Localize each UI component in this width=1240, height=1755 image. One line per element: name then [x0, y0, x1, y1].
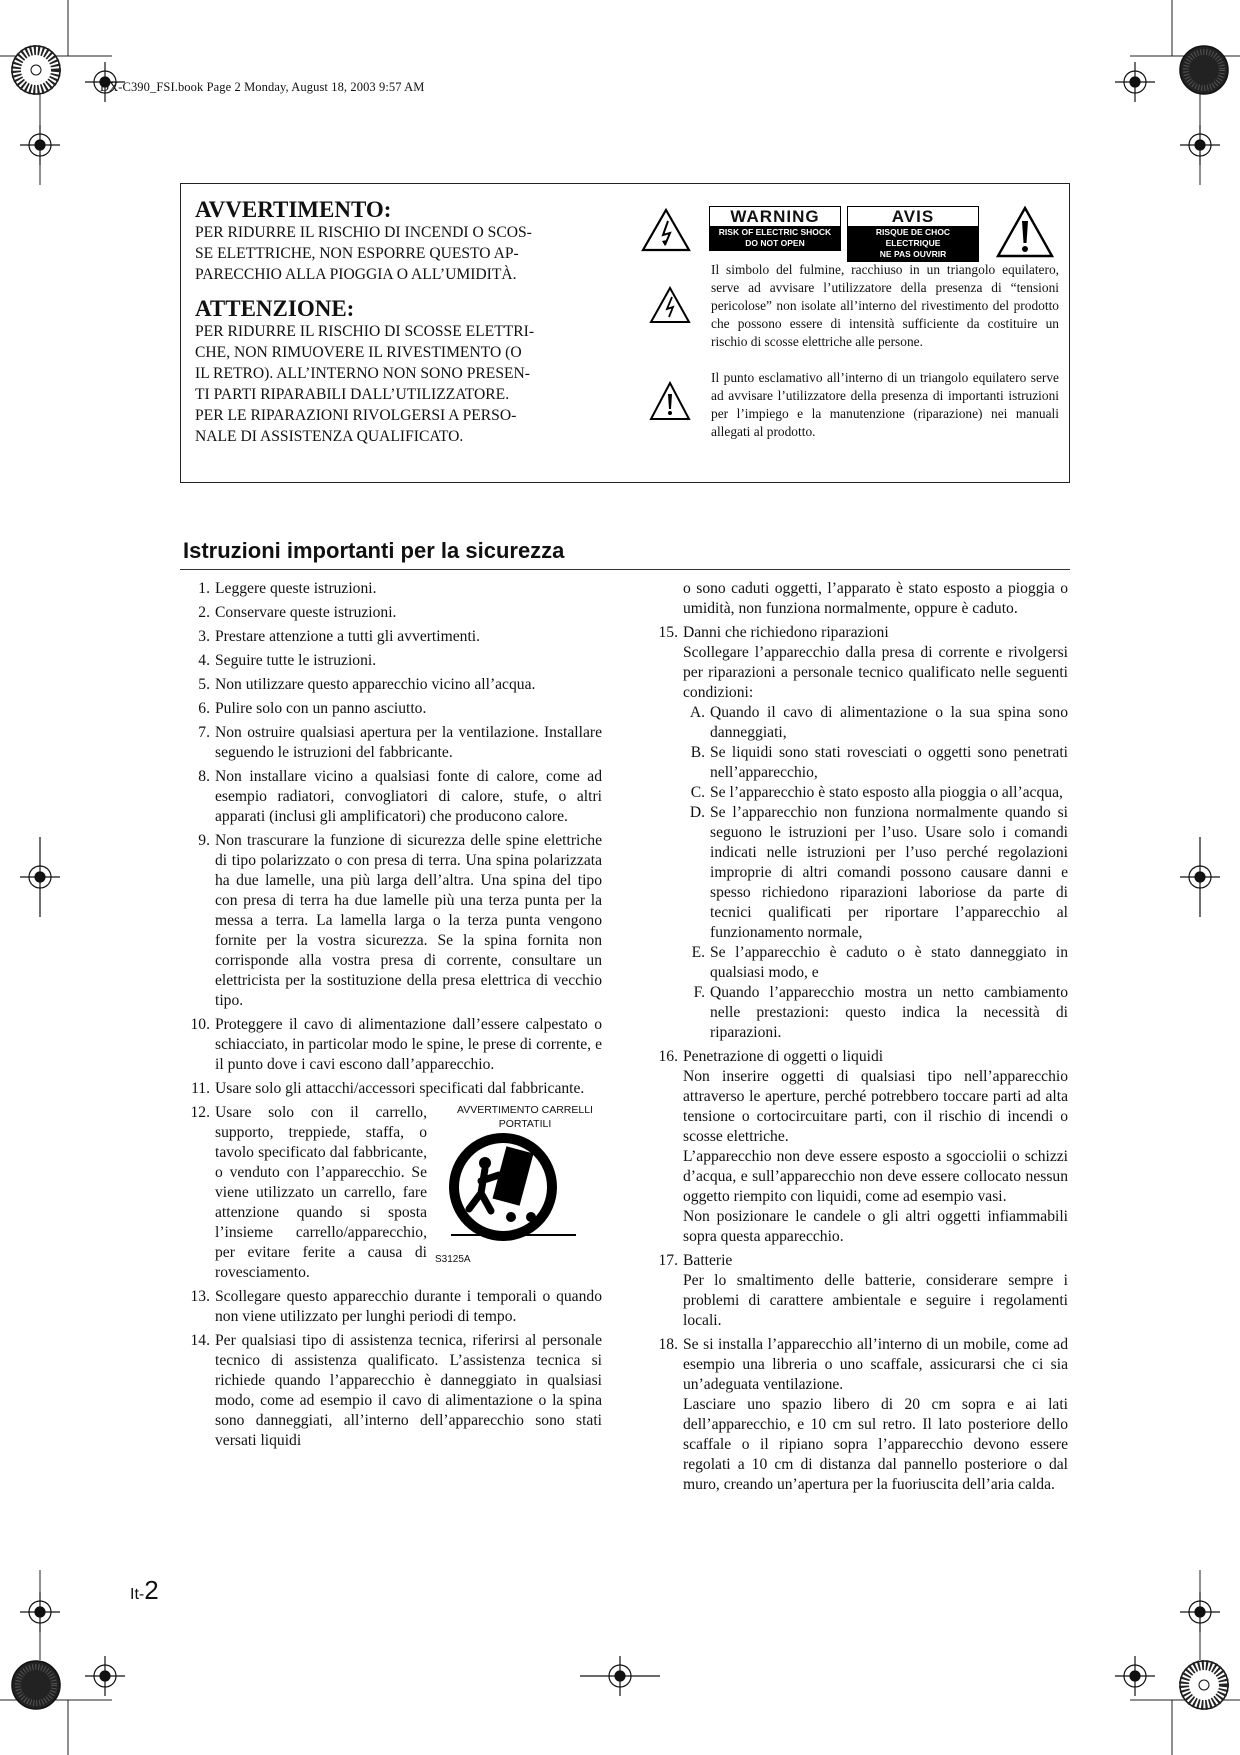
list-item: 4. Seguire tutte le istruzioni. [198, 652, 377, 669]
warning-label: WARNING RISK OF ELECTRIC SHOCK DO NOT OPEN [709, 206, 841, 251]
left-column [180, 579, 602, 1455]
right-column [648, 579, 1068, 1499]
sub-item: D. Se l’apparecchio non funziona normalmente quando si seguono le istruzioni per l’uso. Usare solo i comandi indicati nelle istruzioni per l’uso perché regolazioni improprie di altri comandi possono causare danni e spesso richiedono riparazioni laboriose da parte di tecnici qualificati per riportare l’apparecchio al funzionamento normale, [689, 804, 1068, 941]
attenzione-text: PER RIDURRE IL RISCHIO DI SCOSSE ELETTRI- CHE, NON RIMUOVERE IL RIVESTIMENTO (O IL RETRO). ALL’INTERNO NON SONO PRESEN- TI PARTI RIPARABILI DALL’UTILIZZATORE. PER LE RIPARAZIONI RIVOLGERSI A PERSO- NALE DI ASSISTENZA QUALIFICATO. [195, 323, 535, 445]
list-item: 15. Danni che richiedono riparazioni Scollegare l’apparecchio dalla presa di corrente e rivolgersi per riparazioni a personale tecnico qualificato nelle seguenti condizioni: A. Quando il cavo di alimentazione o la sua spina sono danneggiati, B. Se liquidi sono stati rovesciati o oggetti sono penetrati nell’apparecchio, C. Se l’apparecchio è stato esposto alla pioggia o all’acqua, D. Se l’apparecchio non funziona normalmente quando si seguono le istruzioni per l’uso. Usare solo i comandi indicati nelle istruzioni per l’uso perché regolazioni improprie di altri comandi possono causare danni e spesso richiedono riparazioni laboriose da parte di tecnici qualificati per riportare l’apparecchio al funzionamento normale, E. Se l’apparecchio è caduto o è stato danneggiato in qualsiasi modo, e F. Quando l’apparecchio mostra un netto cambiamento nelle prestazioni: questo indica la necessità di riparazioni. [658, 624, 1068, 1041]
list-item: 9. Non trascurare la funzione di sicurezza delle spine elettriche di tipo polarizzato o con presa di terra. Una spina polarizzata ha due lamelle, una più larga dell’altra. Una spina del tipo con presa di terra ha due lamelle più una terza punta per la messa a terra. La lamella larga o la terza punta vengono fornite per la vostra sicurezza. Se la spina fornita non corrisponde alla vostra presa di corrente, consultare un elettricista per la sostituzione della presa elettrica di vecchio tipo. [198, 832, 602, 1009]
list-item: 18. Se si installa l’apparecchio all’interno di un mobile, come ad esempio una libreria o uno scaffale, assicurarsi che ci sia un’adeguata ventilazione. Lasciare uno spazio libero di 20 cm sopra e ai lati dell’apparecchio, e 10 cm sul retro. Il lato posteriore dello scaffale o il ripiano sopra l’apparecchio devono essere regolati a 10 cm di distanza dal pannello posteriore o dal muro, creando un’apertura per la fuoriuscita dell’aria calda. [658, 1336, 1068, 1493]
list-item: 10. Proteggere il cavo di alimentazione dall’essere calpestato o schiacciato, in particolar modo le spine, le prese di corrente, e il punto dove i cavi escono dall’apparecchio. [190, 1016, 602, 1073]
list-item: 17. Batterie Per lo smaltimento delle batterie, considerare sempre i problemi di carattere ambientale e seguire i regolamenti locali. [658, 1252, 1068, 1329]
warning-left-column [195, 198, 605, 459]
exclamation-triangle-small-icon [649, 381, 691, 421]
list-item: 5. Non utilizzare questo apparecchio vicino all’acqua. [198, 676, 536, 693]
avvertimento-text: PER RIDURRE IL RISCHIO DI INCENDI O SCOS- SE ELETTRICHE, NON ESPORRE QUESTO AP- PARECCHIO ALLA PIOGGIA O ALL’UMIDITÀ. [195, 224, 532, 283]
lightning-triangle-icon [641, 208, 691, 252]
list-item: 7. Non ostruire qualsiasi apertura per la ventilazione. Installare seguendo le istruzioni del fabbricante. [198, 724, 602, 761]
avvertimento-heading: AVVERTIMENTO: [195, 197, 392, 222]
cart-warning-figure: AVVERTIMENTO CARRELLI PORTATILI S3125A [435, 1104, 593, 1265]
exclamation-triangle-icon [996, 206, 1054, 258]
exclamation-description: Il punto esclamativo all’interno di un triangolo equilatero serve ad avvisare l’utilizzatore della presenza di importanti istruzioni per l’impiego e la manutenzione (riparazione) nei manuali allegati al prodotto. [711, 370, 1059, 439]
page-number: It-2 [130, 1575, 159, 1605]
avis-label: AVIS RISQUE DE CHOC ELECTRIQUE NE PAS OUVRIR [847, 206, 979, 262]
lightning-triangle-small-icon [649, 286, 691, 324]
sub-item: F. Quando l’apparecchio mostra un netto cambiamento nelle prestazioni: questo indica la necessità di riparazioni. [693, 984, 1068, 1041]
tipping-cart-icon [441, 1131, 581, 1251]
page-header: DX-C390_FSI.book Page 2 Monday, August 18, 2003 9:57 AM [100, 80, 425, 94]
list-item-continued: o sono caduti oggetti, l’apparato è stato esposto a pioggia o umidità, non funziona normalmente, oppure è caduto. [683, 580, 1068, 617]
list-item: 1. Leggere queste istruzioni. [198, 580, 377, 597]
warning-box [180, 183, 1070, 483]
list-item: 3. Prestare attenzione a tutti gli avvertimenti. [198, 628, 481, 645]
list-item: 8. Non installare vicino a qualsiasi fonte di calore, come ad esempio radiatori, convogliatori di calore, stufe, o altri apparati (inclusi gli amplificatori) che producono calore. [198, 768, 602, 825]
list-item: 14. Per qualsiasi tipo di assistenza tecnica, riferirsi al personale tecnico di assistenza qualificato. L’assistenza tecnica si richiede quando l’apparecchio è danneggiato in qualsiasi modo, come ad esempio il cavo di alimentazione o la spina sono danneggiati, all’interno dell’apparecchio sono stati versati liquidi [190, 1332, 602, 1449]
sub-item: C. Se l’apparecchio è stato esposto alla pioggia o all’acqua, [690, 784, 1063, 801]
sub-item: E. Se l’apparecchio è caduto o è stato danneggiato in qualsiasi modo, e [691, 944, 1068, 981]
sub-item: A. Quando il cavo di alimentazione o la sua spina sono danneggiati, [689, 704, 1068, 741]
list-item: 11. Usare solo gli attacchi/accessori specificati dal fabbricante. [191, 1080, 585, 1097]
list-item: 16. Penetrazione di oggetti o liquidi Non inserire oggetti di qualsiasi tipo nell’apparecchio attraverso le aperture, perché potrebbero toccare parti ad alta tensione o cortocircuitare parti, con il rischio di incendi o scosse elettriche. L’apparecchio non deve essere esposto a sgocciolii o schizzi d’acqua, e sull’apparecchio non deve essere collocato nessun oggetto riempito con liquidi, come ad esempio vasi. Non posizionare le candele o gli altri oggetti infiammabili sopra questa apparecchio. [658, 1048, 1068, 1245]
list-item: 6. Pulire solo con un panno asciutto. [198, 700, 427, 717]
list-item-cart: 12. Usare solo con il carrello, supporto, treppiede, staffa, o tavolo specificato dal fabbricante, o venduto con l’apparecchio. Se viene utilizzato un carrello, fare attenzione quando si sposta l’insieme carrello/apparecchio, per evitare ferite a causa di rovesciamento. AVVERTIMENTO CARRELLI PORTATILI S3125A [180, 1103, 602, 1283]
warning-labels [709, 206, 985, 262]
sub-item: B. Se liquidi sono stati rovesciati o oggetti sono penetrati nell’apparecchio, [690, 744, 1068, 781]
lightning-description: Il simbolo del fulmine, racchiuso in un triangolo equilatero, serve ad avvisare l’utilizzatore della presenza di “tensioni pericolose” non isolate all’interno del rivestimento del prodotto che possono essere di intensità sufficiente da costituire un rischio di scosse elettriche alle persone. [711, 262, 1059, 349]
attenzione-heading: ATTENZIONE: [195, 296, 355, 321]
list-item: 2. Conservare queste istruzioni. [198, 604, 397, 621]
section-title: Istruzioni importanti per la sicurezza [183, 538, 565, 563]
list-item: 13. Scollegare questo apparecchio durante i temporali o quando non viene utilizzato per lunghi periodi di tempo. [190, 1288, 602, 1325]
title-rule [180, 569, 1070, 570]
